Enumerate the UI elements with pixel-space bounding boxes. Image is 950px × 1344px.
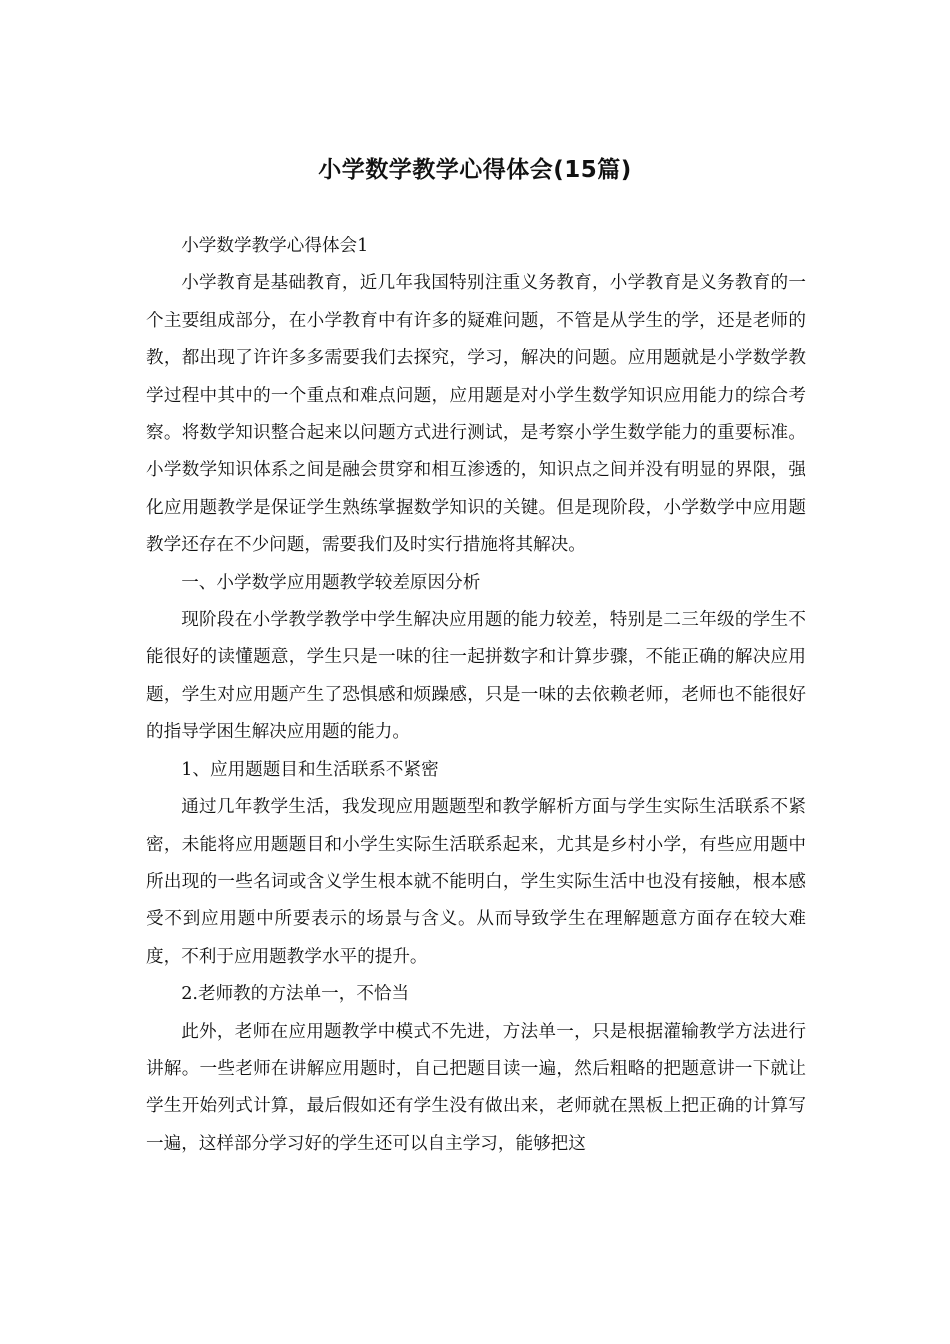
body-paragraph: 此外，老师在应用题教学中模式不先进，方法单一，只是根据灌输教学方法进行讲解。一些老师在讲解应用题时，自己把题目读一遍，然后粗略的把题意讲一下就让学生开始列式计算，最后假如还有学生没有做出来，老师就在黑板上把正确的计算写一遍，这样部分学习好的学生还可以自主学习，能够把这: [146, 1021, 806, 1154]
document-title: 小学数学教学心得体会(15篇): [318, 157, 632, 183]
body-paragraph: 通过几年教学生活，我发现应用题题型和教学解析方面与学生实际生活联系不紧密，未能将应用题题目和小学生实际生活联系起来，尤其是乡村小学，有些应用题中所出现的一些名词或含义学生根本就不能明白，学生实际生活中也没有接触，根本感受不到应用题中所要表示的场景与含义。从而导致学生在理解题意方面存在较大难度，不利于应用题教学水平的提升。: [146, 797, 806, 967]
document-body: [146, 228, 806, 1163]
body-paragraph: 小学教育是基础教育，近几年我国特别注重义务教育，小学教育是义务教育的一个主要组成部分，在小学教育中有许多的疑难问题，不管是从学生的学，还是老师的教，都出现了许许多多需要我们去探究，学习，解决的问题。应用题就是小学数学教学过程中其中的一个重点和难点问题，应用题是对小学生数学知识应用能力的综合考察。将数学知识整合起来以问题方式进行测试，是考察小学生数学能力的重要标准。小学数学知识体系之间是融会贯穿和相互渗透的，知识点之间并没有明显的界限，强化应用题教学是保证学生熟练掌握数学知识的关键。但是现阶段，小学数学中应用题教学还存在不少问题，需要我们及时实行措施将其解决。: [146, 273, 806, 556]
section-heading: 1、应用题题目和生活联系不紧密: [181, 759, 439, 780]
section-heading: 一、小学数学应用题教学较差原因分析: [181, 572, 481, 593]
section-heading: 2.老师教的方法单一，不恰当: [181, 984, 410, 1005]
body-paragraph: 现阶段在小学教学教学中学生解决应用题的能力较差，特别是二三年级的学生不能很好的读懂题意，学生只是一味的往一起拼数字和计算步骤，不能正确的解决应用题，学生对应用题产生了恐惧感和烦躁感，只是一味的去依赖老师，老师也不能很好的指导学困生解决应用题的能力。: [146, 610, 806, 743]
section-heading: 小学数学教学心得体会1: [181, 236, 369, 256]
